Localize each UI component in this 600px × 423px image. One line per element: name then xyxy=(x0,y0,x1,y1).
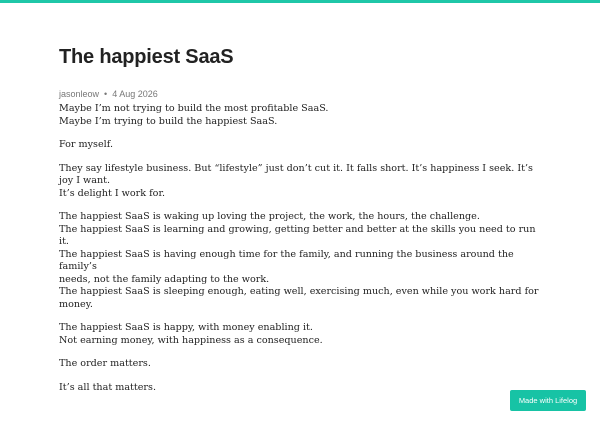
post-body xyxy=(59,103,545,394)
paragraph xyxy=(59,382,545,395)
text-line: The happiest SaaS is learning and growing, getting better and better at the skills you need to run it. xyxy=(59,223,536,247)
paragraph xyxy=(59,139,545,152)
text-line: The happiest SaaS is having enough time for the family, and running the business around the family’s xyxy=(59,248,514,272)
text-line: Maybe I’m trying to build the happiest SaaS. xyxy=(59,115,278,127)
article xyxy=(59,44,545,405)
paragraph xyxy=(59,322,545,347)
post-meta xyxy=(59,88,545,100)
text-line: They say lifestyle business. But “lifestyle” just don’t cut it. It falls short. It’s happiness I seek. It’s joy I want. xyxy=(59,162,533,186)
paragraph xyxy=(59,163,545,201)
made-with-lifelog-button[interactable]: Made with Lifelog xyxy=(510,390,586,411)
text-line: It’s all that matters. xyxy=(59,381,156,393)
text-line: Not earning money, with happiness as a consequence. xyxy=(59,334,323,346)
text-line: Maybe I’m not trying to build the most profitable SaaS. xyxy=(59,103,329,114)
post-title: The happiest SaaS xyxy=(59,46,234,68)
text-line: The order matters. xyxy=(59,358,151,369)
text-line: The happiest SaaS is sleeping enough, eating well, exercising much, even while you work hard for money. xyxy=(59,286,539,310)
text-line: The happiest SaaS is waking up loving the project, the work, the hours, the challenge. xyxy=(59,211,480,222)
text-line: The happiest SaaS is happy, with money enabling it. xyxy=(59,322,313,333)
text-line: It’s delight I work for. xyxy=(59,187,166,199)
text-line: For myself. xyxy=(59,139,113,150)
author-name[interactable]: jasonleow xyxy=(59,89,100,99)
post-date: 4 Aug 2026 xyxy=(112,89,158,99)
paragraph xyxy=(59,103,545,128)
top-accent-bar xyxy=(0,0,600,3)
paragraph xyxy=(59,358,545,371)
meta-separator: • xyxy=(104,89,108,99)
text-line: needs, not the family adapting to the work. xyxy=(59,273,270,285)
paragraph xyxy=(59,211,545,311)
